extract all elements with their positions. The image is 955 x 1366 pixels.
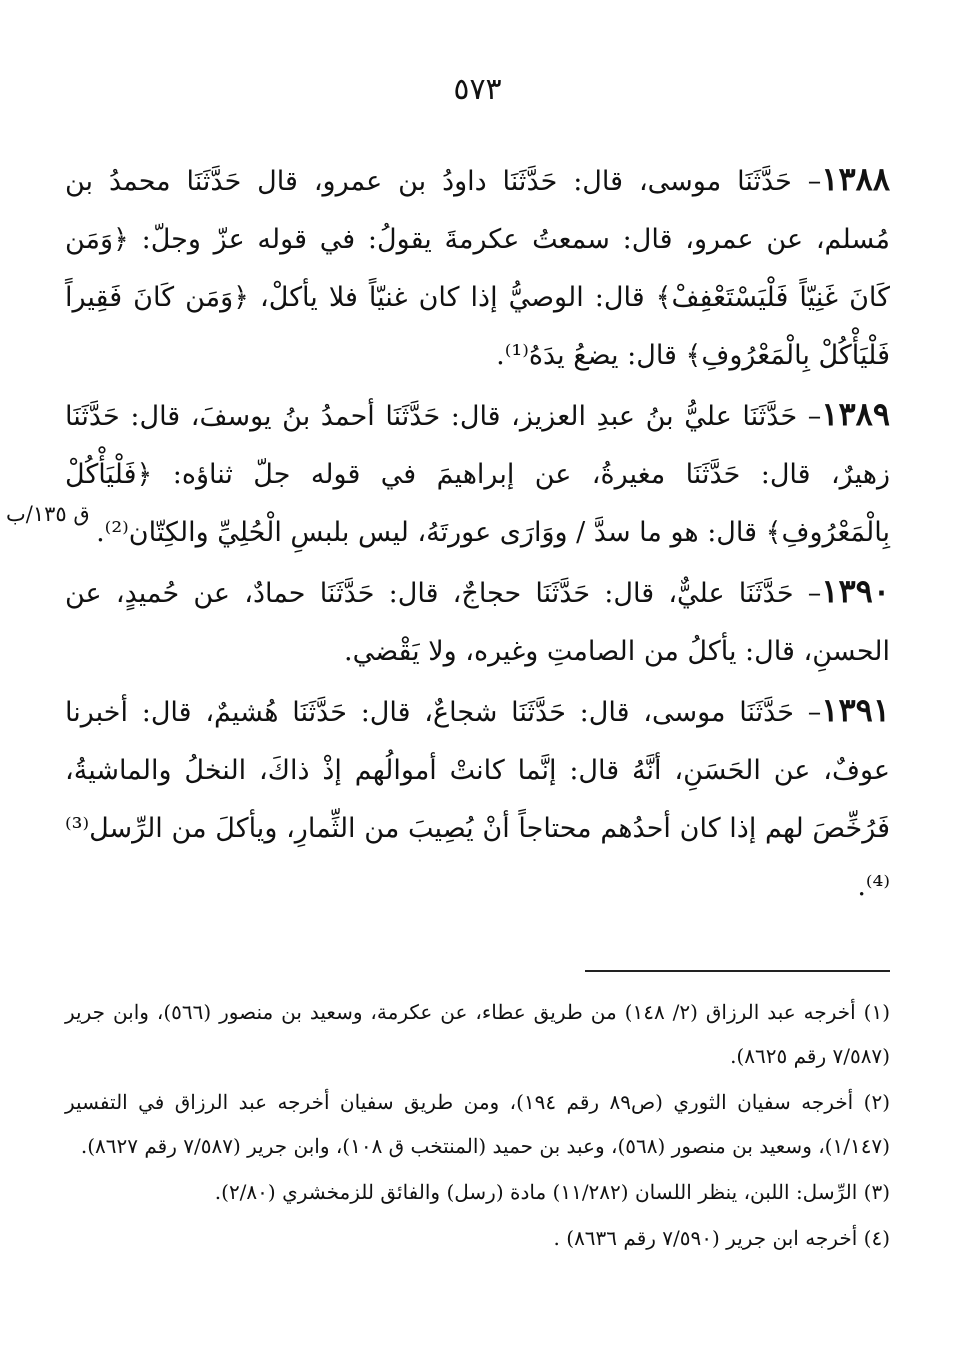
footnote-divider — [585, 970, 890, 972]
hadith-1388 — [65, 150, 890, 385]
footnotes — [65, 990, 890, 1262]
hadith-1390 — [65, 562, 890, 681]
hadith-text: – حَدَّثَنَا عليُّ بنُ عبدِ العزيز، قال: حَدَّثَنَا أحمدُ بنُ يوسفَ، قال: حَدَّثَنَا زهيرٌ، قال: حَدَّثَنَا مغيرةُ، عن إبراهيمَ في قوله جلّ ثناؤه: ﴿فَلْيَأْكُلْ بِالْمَعْرُوفِ﴾ قال: هو ما سدَّ / ووَارَى عورتَهُ، ليس بلبسِ الْحُلِيِّ والكِتّان⁽²⁾. — [65, 401, 890, 548]
hadith-1389 — [65, 385, 890, 562]
hadith-text: – حَدَّثَنَا عليٌّ، قال: حَدَّثَنَا حجاجٌ، قال: حَدَّثَنَا حمادٌ، عن حُميدٍ، عن الحسنِ، قال: يأكلُ من الصامتِ وغيره، ولا يَقْضي. — [65, 578, 890, 667]
hadith-text: – حَدَّثَنَا موسى، قال: حَدَّثَنَا شجاعٌ، قال: حَدَّثَنَا هُشيمٌ، قال: أخبرنا عوفٌ، عن الحَسَنِ، أنَّهُ قال: إنَّما كانتْ أموالُهم إذْ ذاكَ، النخلُ والماشيةُ، فَرُخِّصَ لهم إذا كان أحدُهم محتاجاً أنْ يُصِيبَ من الثِّمارِ، ويأكلَ من الرِّسل⁽³⁾⁽⁴⁾. — [65, 697, 890, 902]
manuscript-margin-note: ق ١٣٥/ب — [6, 502, 90, 526]
footnote-4: (٤) أخرجه ابن جرير (٧/٥٩٠ رقم ٨٦٣٦) . — [553, 1226, 890, 1250]
footnote-3: (٣) الرِّسل: اللبن، ينظر اللسان (١١/٢٨٢) مادة (رسل) والفائق للزمخشري (٢/٨٠). — [214, 1180, 890, 1204]
main-text — [65, 150, 890, 916]
hadith-number: ١٣٩١ — [821, 691, 890, 729]
hadith-number: ١٣٨٩ — [821, 395, 890, 433]
hadith-1391 — [65, 681, 890, 916]
hadith-number: ١٣٩٠ — [821, 572, 890, 610]
footnote-2: (٢) أخرجه سفيان الثوري (ص٨٩ رقم ١٩٤)، ومن طريق سفيان أخرجه عبد الرزاق في التفسير (١/١٤٧)، وسعيد بن منصور (٥٦٨)، وعبد بن حميد (المنتخب ق ١٠٨)، وابن جرير (٧/٥٨٧ رقم ٨٦٢٧). — [65, 1090, 891, 1158]
hadith-number: ١٣٨٨ — [821, 160, 890, 198]
page-number: ٥٧٣ — [453, 72, 502, 107]
footnote-1: (١) أخرجه عبد الرزاق (٢/ ١٤٨) من طريق عطاء، عن عكرمة، وسعيد بن منصور (٥٦٦)، وابن جرير (٧/٥٨٧ رقم ٨٦٢٥). — [65, 1000, 890, 1068]
hadith-text: – حَدَّثَنَا موسى، قال: حَدَّثَنَا داودُ بن عمرو، قال حَدَّثَنَا محمدُ بن مُسلم، عن عمرو، قال: سمعتُ عكرمةَ يقولُ: في قوله عزّ وجلّ: ﴿وَمَن كَانَ غَنِيّاً فَلْيَسْتَعْفِفْ﴾ قال: الوصيُّ إذا كان غنيّاً فلا يأكلْ، ﴿وَمَن كَانَ فَقِيراً فَلْيَأْكُلْ بِالْمَعْرُوفِ﴾ قال: يضعُ يدَهُ⁽¹⁾. — [65, 166, 890, 371]
